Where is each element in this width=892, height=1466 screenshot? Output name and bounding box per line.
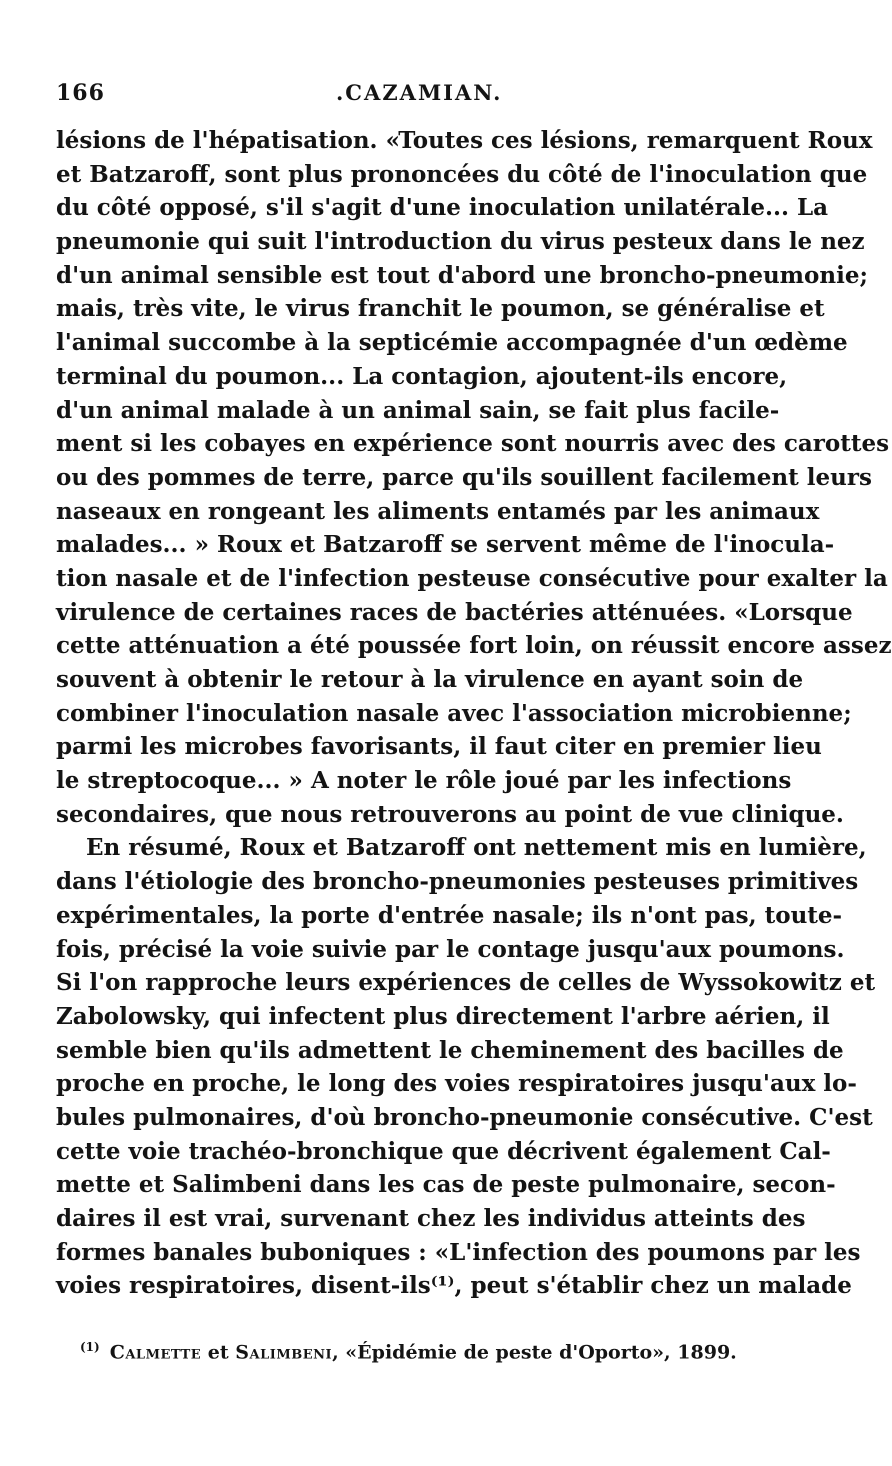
text-line: daires il est vrai, survenant chez les individus atteints des (56, 1205, 806, 1232)
text-line: et Batzaroff, sont plus prononcées du côté de l'inoculation que (56, 160, 868, 188)
text-line: terminal du poumon... La contagion, ajoutent-ils encore, (56, 362, 788, 390)
text-line: ou des pommes de terre, parce qu'ils souillent facilement leurs (56, 463, 872, 491)
text-line: mais, très vite, le virus franchit le poumon, se généralise et (56, 295, 825, 323)
text-line: proche en proche, le long des voies respiratoires jusqu'aux lo- (56, 1070, 857, 1098)
text-line: ment si les cobayes en expérience sont nourris avec des carottes (56, 430, 890, 458)
text-line: dans l'étiologie des broncho-pneumonies pesteuses primitives (56, 868, 859, 896)
text-line: souvent à obtenir le retour à la virulence en ayant soin de (56, 666, 804, 693)
text-line: naseaux en rongeant les aliments entamés par les animaux (56, 497, 820, 525)
text-line: fois, précisé la voie suivie par le contage jusqu'aux poumons. (56, 935, 845, 963)
text-line: formes banales buboniques : «L'infection des poumons par les (56, 1238, 861, 1266)
text-line: pneumonie qui suit l'introduction du virus pesteux dans le nez (56, 228, 865, 256)
footnote (80, 1340, 760, 1363)
text-line: expérimentales, la porte d'entrée nasale; ils n'ont pas, toute- (56, 901, 843, 929)
text-line: combiner l'inoculation nasale avec l'association microbienne; (56, 699, 852, 727)
text-line: virulence de certaines races de bactéries atténuées. «Lorsque (56, 598, 853, 626)
text-line: le streptocoque... » A noter le rôle joué par les infections (56, 767, 792, 795)
text-line: cette atténuation a été poussée fort loin, on réussit encore assez (56, 632, 892, 660)
text-line: parmi les microbes favorisants, il faut citer en premier lieu (56, 733, 822, 761)
text-line: secondaires, que nous retrouverons au point de vue clinique. (56, 800, 844, 828)
footnote-citation: , «Épidémie de peste d'Oporto», 1899. (332, 1341, 737, 1364)
text-line: bules pulmonaires, d'où broncho-pneumonie consécutive. C'est (56, 1103, 873, 1131)
text-line: tion nasale et de l'infection pesteuse consécutive pour exalter la (56, 564, 888, 592)
footnote-author: Salimbeni (235, 1341, 333, 1364)
text-line: En résumé, Roux et Batzaroff ont nettement mis en lumière, (86, 834, 867, 862)
running-head: .CAZAMIAN. (336, 80, 503, 105)
text-line: cette voie trachéo-bronchique que décrivent également Cal- (56, 1137, 831, 1165)
footnote-marker: (1) (80, 1340, 100, 1354)
text-line: voies respiratoires, disent-ils⁽¹⁾, peut s'établir chez un malade (56, 1272, 852, 1300)
text-line: d'un animal sensible est tout d'abord une broncho-pneumonie; (56, 261, 868, 289)
footnote-author: Calmette (109, 1341, 202, 1364)
text-line: semble bien qu'ils admettent le cheminement des bacilles de (56, 1036, 844, 1064)
text-line: du côté opposé, s'il s'agit d'une inoculation unilatérale... La (56, 194, 829, 222)
body-text (56, 124, 892, 1303)
page-number: 166 (56, 80, 105, 106)
footnote-conjunction: et (207, 1341, 229, 1364)
text-line: l'animal succombe à la septicémie accompagnée d'un œdème (56, 329, 848, 357)
text-line: lésions de l'hépatisation. «Toutes ces lésions, remarquent Roux (56, 127, 873, 154)
text-line: d'un animal malade à un animal sain, se fait plus facile- (56, 396, 780, 424)
page-header (56, 80, 756, 120)
text-line: Si l'on rapproche leurs expériences de celles de Wyssokowitz et (56, 969, 876, 997)
text-line: Zabolowsky, qui infectent plus directement l'arbre aérien, il (56, 1002, 830, 1030)
text-line: malades... » Roux et Batzaroff se servent même de l'inocula- (56, 531, 835, 559)
text-line: mette et Salimbeni dans les cas de peste pulmonaire, secon- (56, 1171, 836, 1199)
